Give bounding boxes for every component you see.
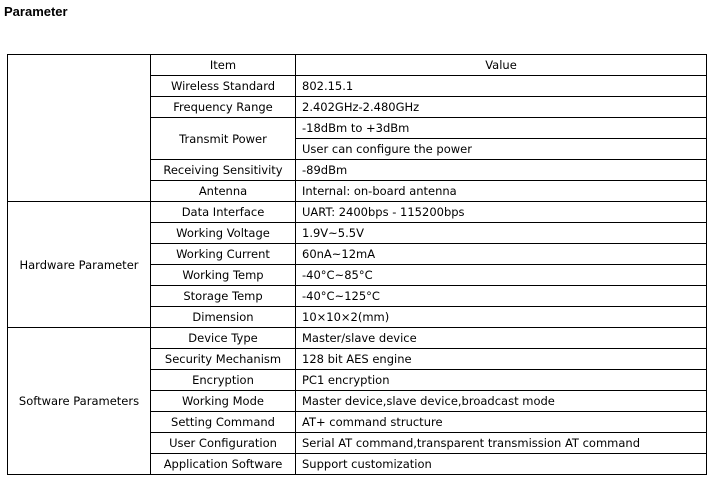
item-cell: Device Type <box>151 328 296 349</box>
value-cell: -18dBm to +3dBm <box>296 118 707 139</box>
value-cell: User can configure the power <box>296 139 707 160</box>
item-cell: Storage Temp <box>151 286 296 307</box>
value-cell: 802.15.1 <box>296 76 707 97</box>
value-cell: Internal: on-board antenna <box>296 181 707 202</box>
header-value: Value <box>296 55 707 76</box>
value-cell: Support customization <box>296 454 707 475</box>
item-cell: Receiving Sensitivity <box>151 160 296 181</box>
item-cell: Setting Command <box>151 412 296 433</box>
item-cell: Working Voltage <box>151 223 296 244</box>
value-cell: -40°C~125°C <box>296 286 707 307</box>
item-cell: Frequency Range <box>151 97 296 118</box>
value-cell: PC1 encryption <box>296 370 707 391</box>
value-cell: Serial AT command,transparent transmission AT command <box>296 433 707 454</box>
value-cell: Master device,slave device,broadcast mode <box>296 391 707 412</box>
item-cell: Application Software <box>151 454 296 475</box>
item-cell: Transmit Power <box>151 118 296 160</box>
group-cell-rf <box>8 55 151 202</box>
item-cell: User Configuration <box>151 433 296 454</box>
item-cell: Working Mode <box>151 391 296 412</box>
item-cell: Working Temp <box>151 265 296 286</box>
page-title: Parameter <box>4 4 68 19</box>
group-cell-software: Software Parameters <box>8 328 151 475</box>
value-cell: Master/slave device <box>296 328 707 349</box>
item-cell: Data Interface <box>151 202 296 223</box>
table-row <box>8 202 707 223</box>
value-cell: -89dBm <box>296 160 707 181</box>
value-cell: -40°C~85°C <box>296 265 707 286</box>
item-cell: Working Current <box>151 244 296 265</box>
header-item: Item <box>151 55 296 76</box>
value-cell: UART: 2400bps - 115200bps <box>296 202 707 223</box>
value-cell: 1.9V~5.5V <box>296 223 707 244</box>
value-cell: 10×10×2(mm) <box>296 307 707 328</box>
value-cell: 60nA~12mA <box>296 244 707 265</box>
item-cell: Encryption <box>151 370 296 391</box>
value-cell: 128 bit AES engine <box>296 349 707 370</box>
value-cell: AT+ command structure <box>296 412 707 433</box>
item-cell: Dimension <box>151 307 296 328</box>
table-header-row <box>8 55 707 76</box>
value-cell: 2.402GHz-2.480GHz <box>296 97 707 118</box>
table-row <box>8 328 707 349</box>
group-cell-hardware: Hardware Parameter <box>8 202 151 328</box>
item-cell: Security Mechanism <box>151 349 296 370</box>
item-cell: Wireless Standard <box>151 76 296 97</box>
parameter-table <box>7 54 707 475</box>
item-cell: Antenna <box>151 181 296 202</box>
